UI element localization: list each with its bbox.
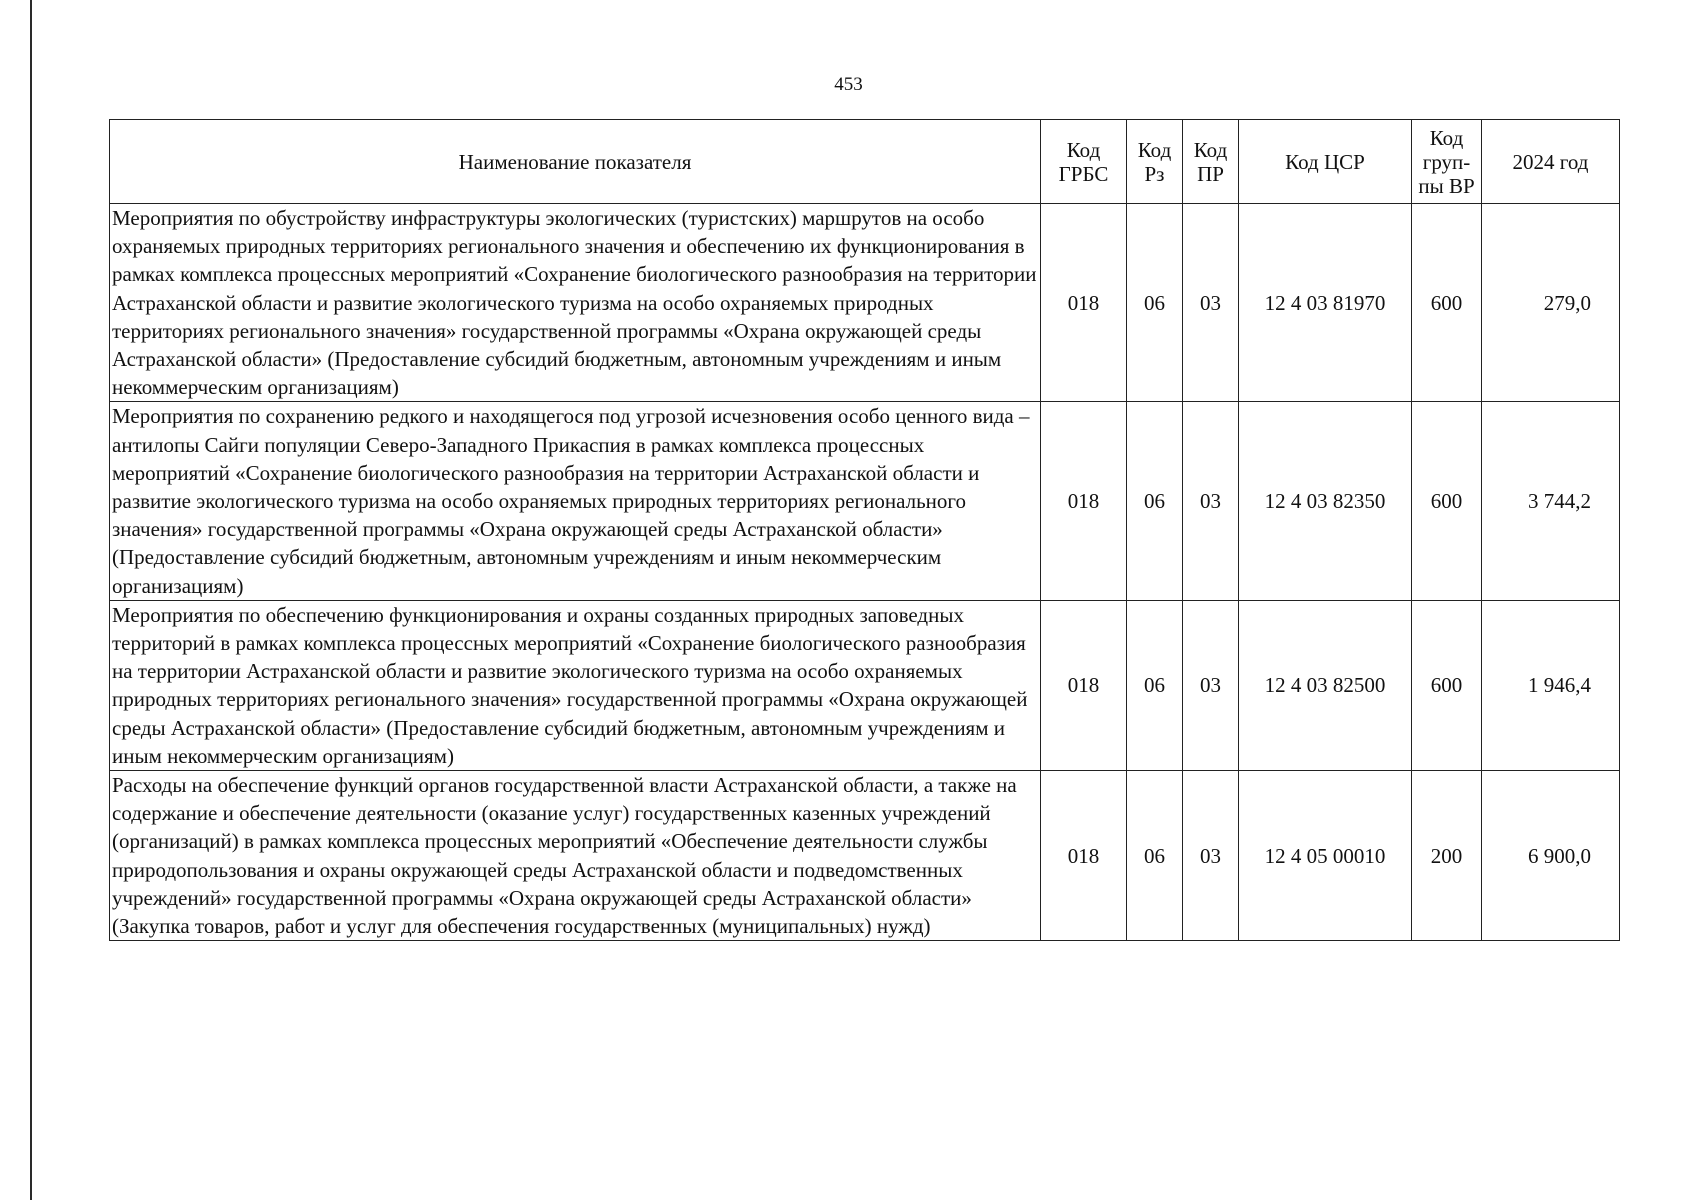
row-pr-code: 03 xyxy=(1183,600,1239,770)
header-indicator-name: Наименование показателя xyxy=(110,120,1041,204)
header-pr-code: Код ПР xyxy=(1183,120,1239,204)
row-grbs-code: 018 xyxy=(1041,402,1127,600)
table-row xyxy=(110,204,1620,402)
row-vr-group-code: 200 xyxy=(1412,771,1482,941)
header-csr-code: Код ЦСР xyxy=(1239,120,1412,204)
row-amount-2024: 1 946,4 xyxy=(1482,600,1620,770)
row-pr-code: 03 xyxy=(1183,771,1239,941)
row-rz-code: 06 xyxy=(1127,204,1183,402)
table-row xyxy=(110,402,1620,600)
table-row xyxy=(110,600,1620,770)
margin-line xyxy=(30,0,32,1200)
row-indicator-name: Мероприятия по сохранению редкого и находящегося под угрозой исчезновения особо ценного вида – антилопы Сайги популяции Северо-Западного Прикаспия в рамках комплекса процессных мероприятий «Сохранение биологического разнообразия на территории Астраханской области и развитие экологического туризма на особо охраняемых природных территориях регионального значения» государственной программы «Охрана окружающей среды Астраханской области» (Предоставление субсидий бюджетным, автономным учреждениям и иным некоммерческим организациям) xyxy=(110,402,1041,600)
row-grbs-code: 018 xyxy=(1041,771,1127,941)
row-vr-group-code: 600 xyxy=(1412,204,1482,402)
table-row xyxy=(110,771,1620,941)
row-grbs-code: 018 xyxy=(1041,204,1127,402)
row-csr-code: 12 4 03 81970 xyxy=(1239,204,1412,402)
row-csr-code: 12 4 03 82350 xyxy=(1239,402,1412,600)
header-rz-code: Код Рз xyxy=(1127,120,1183,204)
row-vr-group-code: 600 xyxy=(1412,402,1482,600)
budget-table-container xyxy=(109,119,1619,941)
header-year-2024: 2024 год xyxy=(1482,120,1620,204)
header-grbs-code: Код ГРБС xyxy=(1041,120,1127,204)
budget-table xyxy=(109,119,1620,941)
row-grbs-code: 018 xyxy=(1041,600,1127,770)
row-pr-code: 03 xyxy=(1183,402,1239,600)
header-vr-group-code: Код груп-пы ВР xyxy=(1412,120,1482,204)
page-number: 453 xyxy=(834,74,863,95)
row-rz-code: 06 xyxy=(1127,771,1183,941)
row-csr-code: 12 4 03 82500 xyxy=(1239,600,1412,770)
row-indicator-name: Расходы на обеспечение функций органов государственной власти Астраханской области, а также на содержание и обеспечение деятельности (оказание услуг) государственных казенных учреждений (организаций) в рамках комплекса процессных мероприятий «Обеспечение деятельности службы природопользования и охраны окружающей среды Астраханской области и подведомственных учреждений» государственной программы «Охрана окружающей среды Астраханской области» (Закупка товаров, работ и услуг для обеспечения государственных (муниципальных) нужд) xyxy=(110,771,1041,941)
row-amount-2024: 6 900,0 xyxy=(1482,771,1620,941)
row-indicator-name: Мероприятия по обеспечению функционирования и охраны созданных природных заповедных территорий в рамках комплекса процессных мероприятий «Сохранение биологического разнообразия на территории Астраханской области и развитие экологического туризма на особо охраняемых природных территориях регионального значения» государственной программы «Охрана окружающей среды Астраханской области» (Предоставление субсидий бюджетным, автономным учреждениям и иным некоммерческим организациям) xyxy=(110,600,1041,770)
row-pr-code: 03 xyxy=(1183,204,1239,402)
row-amount-2024: 279,0 xyxy=(1482,204,1620,402)
row-rz-code: 06 xyxy=(1127,600,1183,770)
row-rz-code: 06 xyxy=(1127,402,1183,600)
table-header-row xyxy=(110,120,1620,204)
row-csr-code: 12 4 05 00010 xyxy=(1239,771,1412,941)
row-amount-2024: 3 744,2 xyxy=(1482,402,1620,600)
row-vr-group-code: 600 xyxy=(1412,600,1482,770)
row-indicator-name: Мероприятия по обустройству инфраструктуры экологических (туристских) маршрутов на особо охраняемых природных территориях регионального значения и обеспечению их функционирования в рамках комплекса процессных мероприятий «Сохранение биологического разнообразия на территории Астраханской области и развитие экологического туризма на особо охраняемых природных территориях регионального значения» государственной программы «Охрана окружающей среды Астраханской области» (Предоставление субсидий бюджетным, автономным учреждениям и иным некоммерческим организациям) xyxy=(110,204,1041,402)
